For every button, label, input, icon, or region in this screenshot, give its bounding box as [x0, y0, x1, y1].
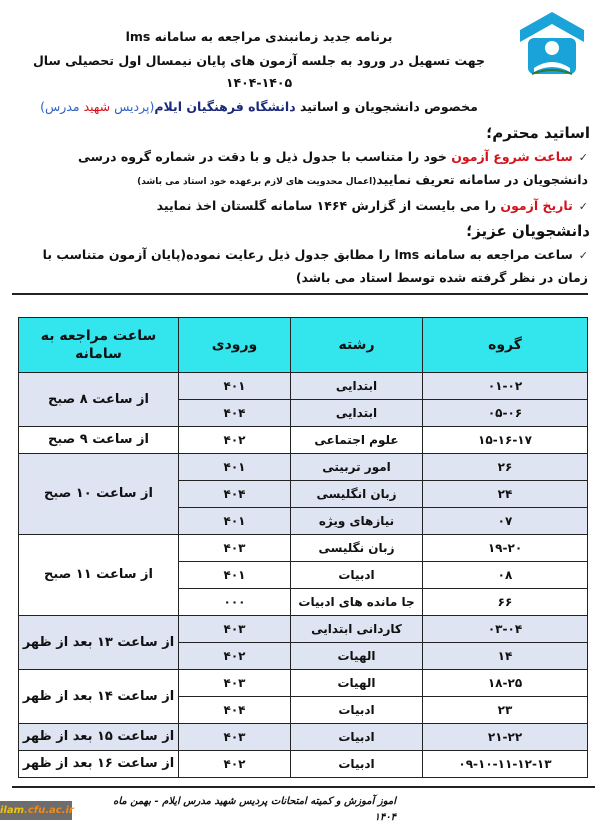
cell-time: از ساعت ۱۱ صبح: [19, 535, 179, 616]
cell-group: ۱۴: [423, 643, 588, 670]
bullet-1-note: (اعمال محدویت های لازم برعهده خود استاد می باشد): [137, 177, 377, 187]
bullet-2-text: را می بایست از گزارش ۱۴۶۴ سامانه گلستان اخذ نمایید: [156, 198, 501, 213]
table-container: [10, 295, 590, 786]
header-time: ساعت مراجعه به سامانه: [19, 318, 179, 373]
cell-group: ۱۸-۲۵: [423, 670, 588, 697]
cell-group: ۰۱-۰۲: [423, 373, 588, 400]
university-name: دانشگاه فرهنگیان ایلام: [154, 99, 296, 114]
cell-major: علوم اجتماعی: [291, 427, 423, 454]
cell-entry: ۴۰۳: [179, 724, 291, 751]
bullet-1-highlight: ساعت شروع آزمون: [451, 149, 573, 164]
cell-entry: ۴۰۳: [179, 616, 291, 643]
cell-major: جا مانده های ادبیات: [291, 589, 423, 616]
students-bullet-1: [10, 244, 588, 289]
table-row: [19, 454, 588, 481]
header-group: گروه: [423, 318, 588, 373]
cell-group: ۱۵-۱۶-۱۷: [423, 427, 588, 454]
website-badge[interactable]: [0, 801, 72, 820]
cell-entry: ۴۰۴: [179, 481, 291, 508]
page-header: [10, 8, 590, 120]
signature-text: اموز آموزش و کمیته امتحانات پردیس شهید مدرس ایلام - بهمن ماه ۱۴۰۴: [113, 796, 396, 823]
cell-time: از ساعت ۸ صبح: [19, 373, 179, 427]
cell-entry: ۴۰۱: [179, 373, 291, 400]
cell-time: از ساعت ۱۰ صبح: [19, 454, 179, 535]
check-icon: ✓: [578, 200, 588, 213]
cell-major: امور تربیتی: [291, 454, 423, 481]
badge-part-1: ilam: [0, 804, 25, 816]
cell-group: ۰۸: [423, 562, 588, 589]
campus-red: شهید: [83, 99, 111, 114]
cell-major: ادبیات: [291, 751, 423, 778]
professors-bullet-1: [10, 146, 588, 193]
cell-entry: ۴۰۱: [179, 562, 291, 589]
cell-major: ابتدایی: [291, 400, 423, 427]
cell-major: زبان نگلیسی: [291, 535, 423, 562]
footer-divider: [12, 786, 595, 788]
bullet-1-text: خود را متناسب با جدول ذیل و با دقت در شماره گروه درسی دانشجویان در سامانه تعریف نمایید: [77, 149, 588, 187]
students-heading: دانشجویان عزیز؛: [466, 222, 590, 240]
campus-close: مدرس): [40, 99, 84, 114]
check-icon: ✓: [578, 151, 588, 164]
cell-time: از ساعت ۱۶ بعد از ظهر: [19, 751, 179, 778]
university-logo: [514, 8, 590, 100]
cell-group: ۲۴: [423, 481, 588, 508]
title-block: [10, 8, 508, 120]
header-major: رشته: [291, 318, 423, 373]
cell-major: الهیات: [291, 643, 423, 670]
professors-bullet-2: [10, 195, 588, 218]
cell-major: ادبیات: [291, 724, 423, 751]
cell-major: زبان انگلیسی: [291, 481, 423, 508]
table-header-row: [19, 318, 588, 373]
cell-time: از ساعت ۱۵ بعد از ظهر: [19, 724, 179, 751]
cell-major: ابتدایی: [291, 373, 423, 400]
cell-major: الهیات: [291, 670, 423, 697]
cell-time: از ساعت ۱۳ بعد از ظهر: [19, 616, 179, 670]
cell-entry: ۴۰۲: [179, 643, 291, 670]
cell-group: ۱۹-۲۰: [423, 535, 588, 562]
cell-entry: ۴۰۱: [179, 454, 291, 481]
cell-group: ۲۳: [423, 697, 588, 724]
schedule-table: [18, 317, 588, 778]
professors-heading: اساتید محترم؛: [486, 124, 590, 142]
bullet-2-highlight: تاریخ آزمون: [500, 198, 573, 213]
cell-entry: ۰۰۰: [179, 589, 291, 616]
cell-entry: ۴۰۴: [179, 697, 291, 724]
cell-major: کاردانی ابتدایی: [291, 616, 423, 643]
title-line-3: [10, 96, 508, 118]
cell-major: ادبیات: [291, 562, 423, 589]
cell-entry: ۴۰۳: [179, 535, 291, 562]
students-bullet-text: ساعت مراجعه به سامانه lms را مطابق جدول ذیل رعایت نموده(پایان آزمون متناسب با زمان در نظر گرفته شده توسط استاد می باشد): [42, 247, 588, 285]
table-row: [19, 616, 588, 643]
audience-text: مخصوص دانشجویان و اساتید: [295, 99, 478, 114]
cell-time: از ساعت ۹ صبح: [19, 427, 179, 454]
table-row: [19, 535, 588, 562]
cell-entry: ۴۰۲: [179, 427, 291, 454]
header-entry: ورودی: [179, 318, 291, 373]
cell-time: از ساعت ۱۴ بعد از ظهر: [19, 670, 179, 724]
check-icon: ✓: [578, 249, 588, 262]
cell-group: ۰۹-۱۰-۱۱-۱۲-۱۳: [423, 751, 588, 778]
cell-group: ۲۶: [423, 454, 588, 481]
cell-group: ۰۷: [423, 508, 588, 535]
badge-part-2: .cfu.ac.ir: [24, 804, 74, 816]
cell-entry: ۴۰۲: [179, 751, 291, 778]
title-line-2: جهت تسهیل در ورود به جلسه آزمون های پایان نیمسال اول تحصیلی سال ۱۴۰۵-۱۴۰۴: [32, 53, 486, 90]
table-row: [19, 724, 588, 751]
table-row: [19, 427, 588, 454]
cell-entry: ۴۰۴: [179, 400, 291, 427]
cell-group: ۰۳-۰۴: [423, 616, 588, 643]
campus-open: (پردیس: [110, 99, 155, 114]
cell-entry: ۴۰۱: [179, 508, 291, 535]
table-row: [19, 670, 588, 697]
cell-major: نیازهای ویژه: [291, 508, 423, 535]
footer: [0, 794, 590, 826]
cell-major: ادبیات: [291, 697, 423, 724]
cell-entry: ۴۰۳: [179, 670, 291, 697]
table-row: [19, 751, 588, 778]
cell-group: ۶۶: [423, 589, 588, 616]
table-row: [19, 373, 588, 400]
cell-group: ۰۵-۰۶: [423, 400, 588, 427]
title-line-1: برنامه جدید زمانبندی مراجعه به سامانه lms: [125, 29, 393, 44]
cell-group: ۲۱-۲۲: [423, 724, 588, 751]
